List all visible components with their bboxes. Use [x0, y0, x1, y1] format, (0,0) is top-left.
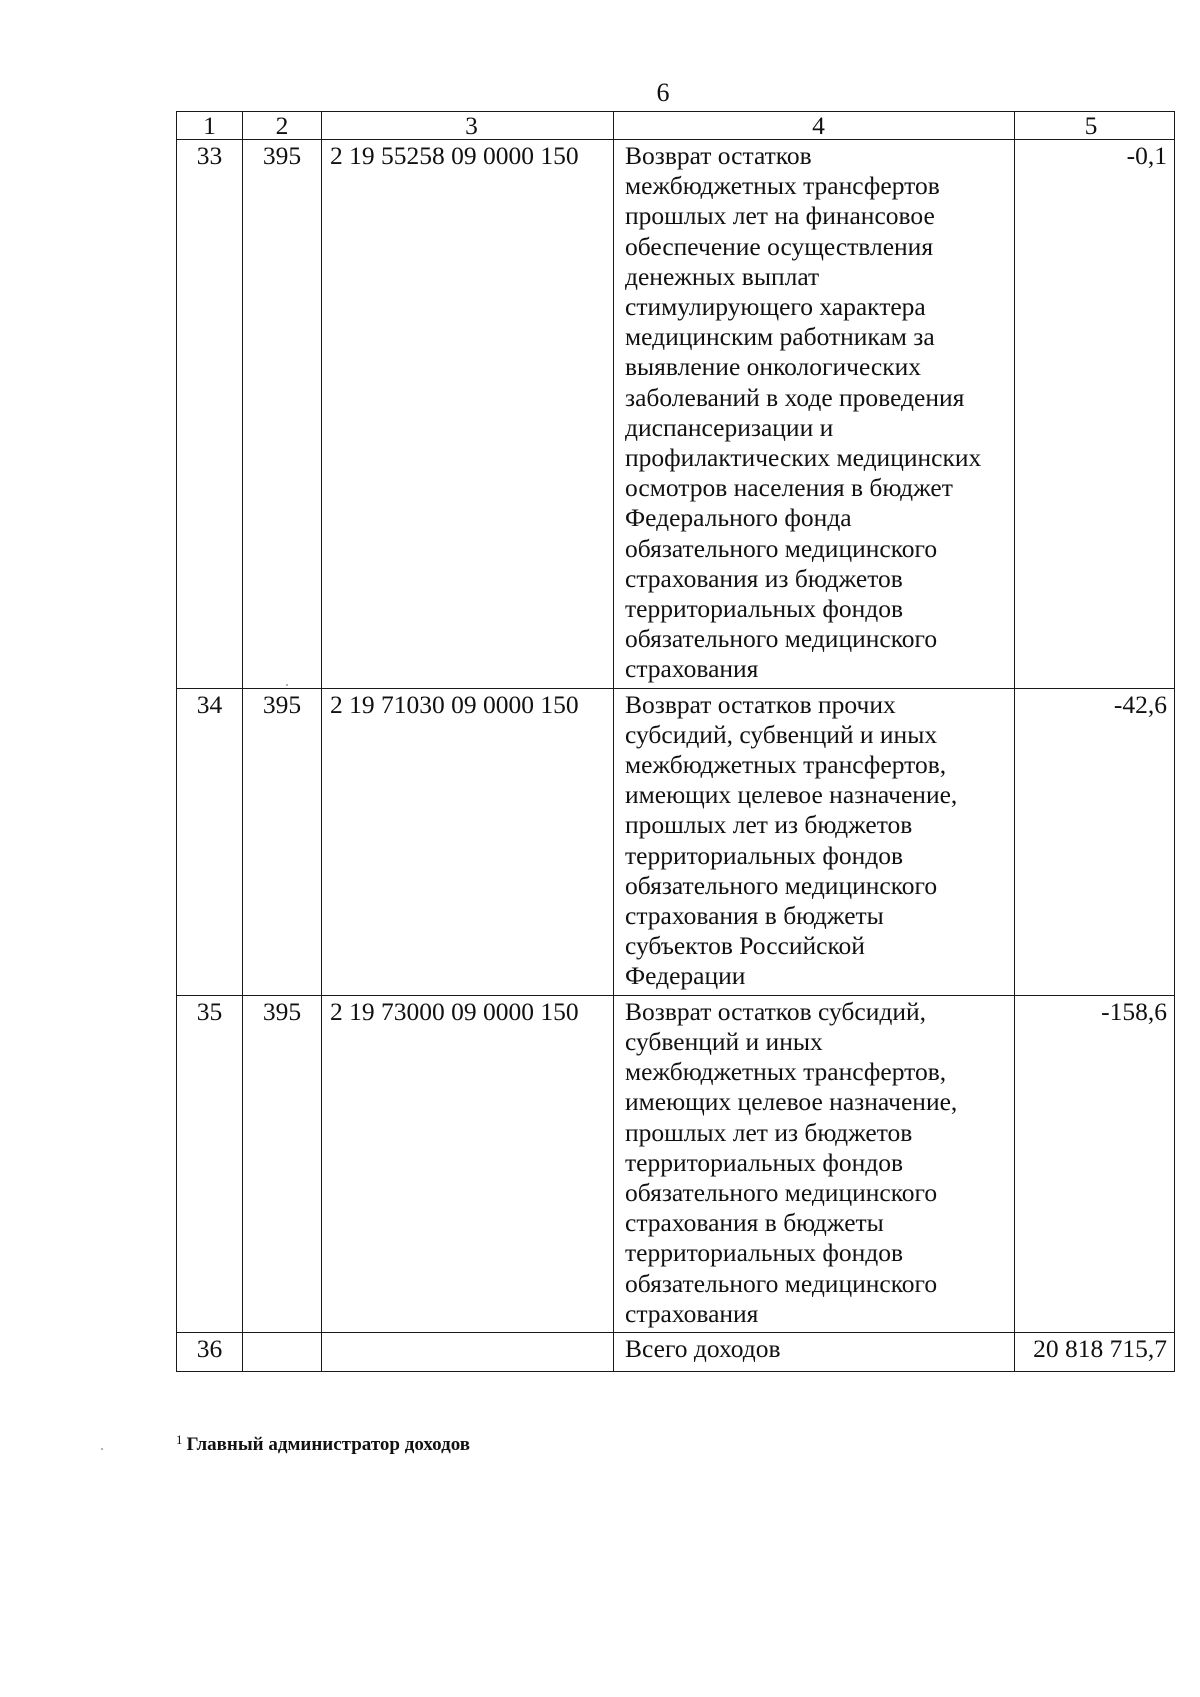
description-line: осмотров населения в бюджет: [625, 473, 953, 503]
description-line: обязательного медицинского: [625, 624, 938, 654]
table-row: [177, 995, 1175, 1332]
table-row: [177, 688, 1175, 995]
description-line: страхования: [625, 654, 759, 684]
description-line: территориальных фондов: [625, 840, 904, 870]
description-line: территориальных фондов: [625, 1147, 904, 1177]
description-line: Федерации: [625, 961, 746, 991]
description-line: Возврат остатков субсидий,: [625, 996, 926, 1026]
row-number: 36: [177, 1332, 243, 1371]
admin-code: 395: [243, 140, 322, 689]
description-line: прошлых лет на финансовое: [625, 201, 935, 231]
admin-code: 395: [243, 688, 322, 995]
description-line: диспансеризации и: [625, 412, 834, 442]
description-line: медицинским работникам за: [625, 322, 935, 352]
amount: -42,6: [1015, 688, 1175, 995]
budget-classification-code: 2 19 55258 09 0000 150: [322, 140, 614, 689]
description-line: страхования в бюджеты: [625, 1208, 884, 1238]
amount: -0,1: [1015, 140, 1175, 689]
description-line: межбюджетных трансфертов,: [625, 750, 947, 780]
admin-code: [243, 1332, 322, 1371]
table-body: [177, 140, 1175, 1372]
description-line: имеющих целевое назначение,: [625, 780, 958, 810]
description-line: прошлых лет из бюджетов: [625, 810, 913, 840]
description-line: территориальных фондов: [625, 594, 904, 624]
column-header-3: 3: [322, 112, 614, 140]
description-line: страхования в бюджеты: [625, 901, 884, 931]
page-number: 6: [656, 78, 670, 107]
budget-classification-code: [322, 1332, 614, 1371]
column-header-4: 4: [614, 112, 1015, 140]
admin-code: 395: [243, 995, 322, 1332]
row-number: 33: [177, 140, 243, 689]
description-line: обязательного медицинского: [625, 1177, 938, 1207]
column-header-1: 1: [177, 112, 243, 140]
column-header-2: 2: [243, 112, 322, 140]
description-line: субсидий, субвенций и иных: [625, 719, 938, 749]
description-line: территориальных фондов: [625, 1238, 904, 1268]
total-row: [177, 1332, 1175, 1371]
description-line: межбюджетных трансфертов: [625, 171, 940, 201]
description-line: Возврат остатков прочих: [625, 689, 896, 719]
total-amount: 20 818 715,7: [1015, 1332, 1175, 1371]
description-line: обязательного медицинского: [625, 1268, 938, 1298]
table-header-row: [177, 112, 1175, 140]
description-line: денежных выплат: [625, 261, 820, 291]
description-line: субъектов Российской: [625, 931, 865, 961]
description-line: профилактических медицинских: [625, 443, 982, 473]
description-line: субвенций и иных: [625, 1026, 823, 1056]
description-line: Возврат остатков: [625, 141, 812, 170]
column-header-5: 5: [1015, 112, 1175, 140]
revenue-table: [176, 111, 1175, 1372]
description-line: страхования: [625, 1298, 759, 1328]
footnote: [176, 1428, 470, 1457]
description-line: межбюджетных трансфертов,: [625, 1057, 947, 1087]
footnote-marker: 1: [176, 1432, 183, 1447]
footnote-text: Главный администратор доходов: [186, 1434, 470, 1455]
description-line: Федерального фонда: [625, 503, 852, 533]
description-line: страхования из бюджетов: [625, 563, 903, 593]
description-line: заболеваний в ходе проведения: [625, 382, 965, 412]
revenue-description: [614, 688, 1015, 995]
amount: -158,6: [1015, 995, 1175, 1332]
table-row: [177, 140, 1175, 689]
total-label: Всего доходов: [614, 1332, 1015, 1371]
description-line: имеющих целевое назначение,: [625, 1087, 958, 1117]
revenue-description: [614, 140, 1015, 689]
budget-classification-code: 2 19 71030 09 0000 150: [322, 688, 614, 995]
description-line: выявление онкологических: [625, 352, 922, 382]
description-line: обязательного медицинского: [625, 870, 938, 900]
row-number: 34: [177, 688, 243, 995]
description-line: стимулирующего характера: [625, 292, 926, 322]
description-line: обязательного медицинского: [625, 533, 938, 563]
row-number: 35: [177, 995, 243, 1332]
budget-classification-code: 2 19 73000 09 0000 150: [322, 995, 614, 1332]
revenue-description: [614, 995, 1015, 1332]
description-line: обеспечение осуществления: [625, 231, 934, 261]
description-line: прошлых лет из бюджетов: [625, 1117, 913, 1147]
